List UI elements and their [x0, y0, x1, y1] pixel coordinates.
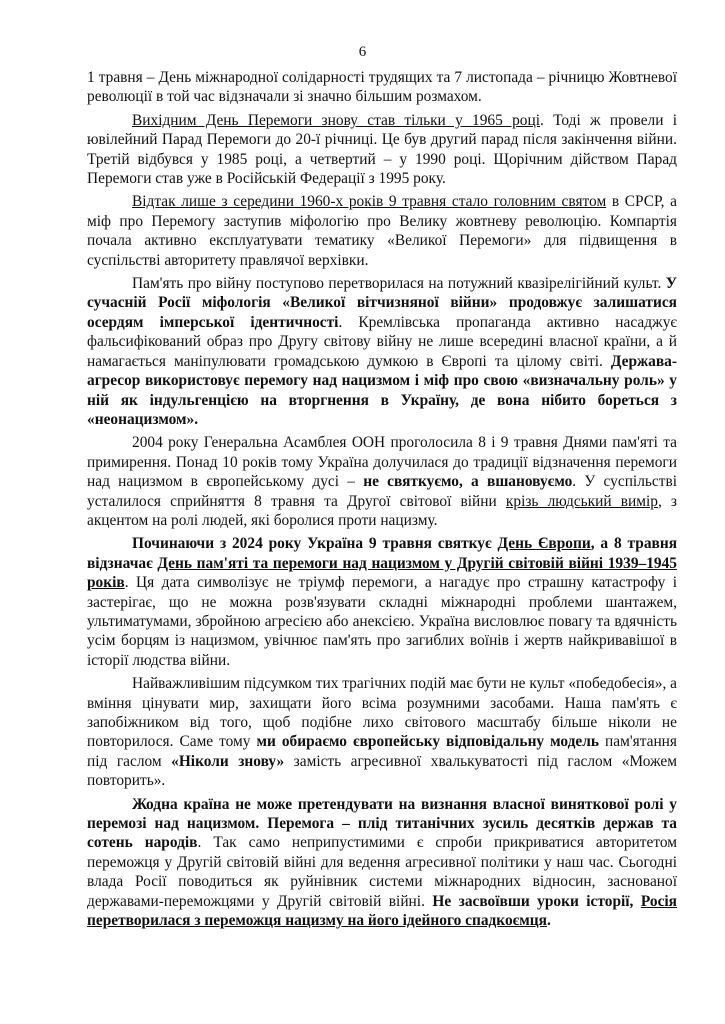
text-run: замість агресивної хвалькуватості під гаслом «Можем повторить».	[87, 752, 678, 790]
text-run: 2004 року Генеральна Асамблея ООН проголосила 8 і 9 травня Днями пам'яті та примирення. Понад 10 років тому Україна долучилася до традиції відзначення перемоги над нацизмом в європейському дусі –	[87, 434, 677, 491]
emphasized-text: крізь людський вимір	[505, 492, 658, 510]
emphasized-text: Не засвоївши уроки історії,	[432, 892, 641, 910]
emphasized-text: День пам'яті та перемоги над нацизмом у Другій світовій війні 1939–1945 років	[87, 554, 677, 592]
emphasized-text: Починаючи з 2024 року Україна 9 травня святкує	[132, 535, 498, 553]
document-body	[87, 68, 677, 934]
paragraph	[87, 68, 677, 107]
page-number: 6	[358, 44, 367, 60]
text-run: Найважливішим підсумком тих трагічних подій має бути не культ «победобесія», а вміння цінувати мир, захищати його всіма розумними засобами. Наша пам'ять є запобіжником від того, щоб подібне лихо світового масштабу більше ніколи не повторилося. Саме тому	[87, 675, 677, 751]
emphasized-text: Держава-агресор використовує перемогу над нацизмом і міф про свою «визначальну роль» у ній як індульгенцією на вторгнення в Україну, де вона нібито бореться з «неонацизмом».	[87, 352, 677, 428]
paragraph	[87, 534, 677, 670]
emphasized-text: «Ніколи знову»	[171, 752, 285, 770]
emphasized-text: , а 8 травня відзначає	[87, 535, 678, 572]
emphasized-text: Відтак лише з середини 1960-х років 9 травня стало головним святом	[132, 193, 607, 211]
paragraph	[87, 192, 677, 270]
emphasized-text: .	[546, 912, 551, 930]
emphasized-text: Жодна країна не може претендувати на визнання власної виняткової ролі у перемозі над нацизмом. Перемога – плід титанічних зусиль десятків держав та сотень народів	[87, 795, 677, 852]
text-run: пам'ятання під гаслом	[87, 733, 677, 770]
paragraph	[87, 795, 677, 931]
text-run: в СРСР, а міф про Перемогу заступив міфологію про Велику жовтневу революцію. Компартія почала активно експлуатувати тематику «Великої Перемоги» для підвищення в суспільстві авторитету правлячої верхівки.	[87, 193, 678, 269]
emphasized-text: ми обираємо європейську відповідальну модель	[256, 733, 600, 751]
text-run: 1 травня – День міжнародної солідарності трудящих та 7 листопада – річницю Жовтневої революції в той час відзначали зі значно більшим розмахом.	[87, 69, 677, 106]
emphasized-text: Вихідним День Перемоги знову став тільки у 1965 році	[132, 111, 540, 129]
emphasized-text: У сучасній Росії міфологія «Великої вітчизняної війни» продовжує залишатися осердям імперської ідентичності	[87, 275, 677, 331]
text-run: . Тоді ж провели і ювілейний Парад Перемоги до 20-ї річниці. Це був другий парад після закінчення війни. Третій відбувся у 1985 році, а четвертий – у 1990 році. Щорічним дійством Парад Перемоги став уже в Російській Федерації з 1995 року.	[87, 111, 677, 188]
text-run: . Так само неприпустимими є спроби прикриватися авторитетом переможця у Другій світовій війні для ведення агресивної політики у наш час. Сьогодні влада Росії поводиться як руйнівник системи міжнародних відносин, заснованої державами-переможцями у Другій світовій війні.	[87, 834, 677, 910]
text-run: Пам'ять про війну поступово перетворилася на потужний квазірелігійний культ.	[132, 275, 666, 293]
emphasized-text: День Європи	[497, 535, 591, 553]
emphasized-text: не святкуємо, а вшановуємо	[363, 473, 573, 491]
emphasized-text: Росія перетворилася з переможця нацизму на його ідейного спадкоємця	[87, 892, 678, 930]
text-run: . Кремлівська пропаганда активно насаджує фальсифікований образ про Другу світову війну не лише всередині власної країни, а й намагається маніпулювати громадською думкою в Європі та цілому світі.	[87, 313, 677, 370]
paragraph	[87, 674, 677, 790]
text-run: . У суспільстві усталилося сприйняття 8 травня та Другої світової війни	[87, 473, 678, 510]
text-run: , з акцентом на ролі людей, які боролися проти нацизму.	[87, 492, 678, 529]
paragraph	[87, 433, 677, 530]
paragraph	[87, 274, 677, 429]
paragraph	[87, 111, 677, 189]
text-run: . Ця дата символізує не тріумф перемоги, а нагадує про страшну катастрофу і застерігає, що не можна розв'язувати складні міжнародні проблеми шантажем, ультиматумами, збройною агресією або анексією. Україна висловлює повагу та вдячність усім борцям із нацизмом, увічнює пам'ять про загиблих воїнів і жертв найкривавішої в історії людства війни.	[87, 574, 677, 669]
